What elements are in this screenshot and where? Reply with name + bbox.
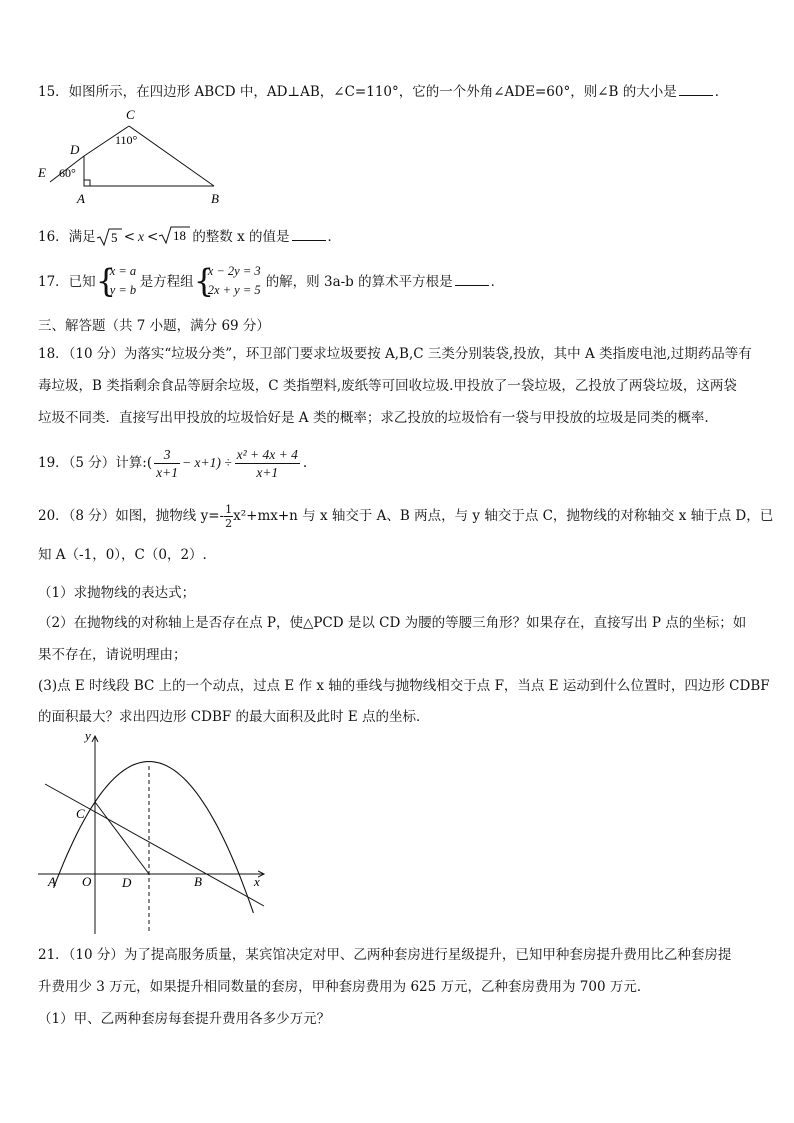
q20-line-2: 知 A（-1，0），C（0，2）.	[38, 547, 207, 563]
q15-label-D: D	[70, 142, 80, 157]
q20-part-1: （1）求抛物线的表达式；	[38, 585, 196, 601]
q21-line-1: 21．（10 分）为了提高服务质量，某宾馆决定对甲、乙两种套房进行星级提升，已知甲种套房提升费用比乙种套房提	[38, 947, 732, 963]
q15-label-B: B	[211, 191, 219, 206]
q20-part-2b: 果不存在，请说明理由；	[38, 647, 187, 663]
q17-brace-1-icon: {	[95, 261, 117, 300]
q15-answer-blank	[679, 83, 713, 96]
q20-label-x: x	[254, 874, 260, 889]
q20-part-3a: (3)点 E 时线段 BC 上的一个动点，过点 E 作 x 轴的垂线与抛物线相交于点 F，当点 E 运动到什么位置时，四边形 CDBF	[38, 678, 770, 694]
q15-label-C: C	[126, 107, 135, 122]
q20-part-2a: （2）在抛物线的对称轴上是否存在点 P，使△PCD 是以 CD 为腰的等腰三角形？如果存在，直接写出 P 点的坐标；如	[38, 615, 747, 631]
svg-text:18: 18	[173, 228, 187, 243]
svg-text:5: 5	[110, 230, 118, 245]
q19-text: 19．（5 分）计算:( $\frac{3}{x+1}$ − x+1) ÷ $\frac{\text{x² + 4x + 4}}{x+1}$ .	[38, 447, 308, 480]
q19-fraction-2: $\frac{\text{x² + 4x + 4}}{x+1}$	[236, 447, 298, 480]
q20-label-B: B	[194, 874, 202, 889]
q16-answer-blank	[292, 228, 326, 241]
q17-text: 17．已知 { x = a y = b 是方程组 { x − 2y = 3 2x + y = 5 的解，则 3a-b 的算术平方根是 ．	[38, 262, 504, 302]
q20-label-C: C	[76, 806, 85, 821]
q20-figure	[34, 728, 274, 938]
q20-line-1: 20．（8 分）如图，抛物线 y=- $\frac{1}{2}$ x²+mx+n 与 x 轴交于 A、B 两点，与 y 轴交于点 C，抛物线的对称轴交 x 轴于点 D，已	[38, 503, 774, 530]
q15-angle-D: 60°	[59, 166, 76, 180]
q16-sqrt5	[96, 227, 124, 248]
q20-parabola	[54, 762, 254, 913]
q16-radical-icon-2	[158, 225, 190, 245]
q18-line-2: 毒垃圾，B 类指剩余食品等厨余垃圾，C 类指塑料,废纸等可回收垃圾.甲投放了一袋垃圾，乙投放了两袋垃圾，这两袋	[38, 378, 737, 394]
q20-label-A: A	[48, 874, 56, 889]
q17-answer-blank	[455, 273, 489, 286]
q19-fraction-1: $\frac{3}{x+1}$	[156, 447, 178, 480]
q20-line-BC	[45, 784, 264, 906]
q15-angle-C: 110°	[115, 133, 138, 147]
q20-label-O: O	[82, 874, 92, 889]
q15-figure	[32, 104, 232, 208]
q20-fraction-half: $\frac{1}{2}$	[225, 503, 233, 530]
q17-system-1: { x = a y = b	[95, 261, 137, 300]
q21-line-2: 升费用少 3 万元，如果提升相同数量的套房，甲种套房费用为 625 万元，乙种套房费用为 700 万元．	[38, 979, 651, 995]
q20-label-D: D	[122, 875, 132, 890]
q16-sqrt18	[158, 225, 192, 246]
q17-system-2: { x − 2y = 3 2x + y = 5	[193, 261, 261, 300]
q16-radical-icon	[96, 227, 122, 247]
q15-line-CB	[129, 126, 214, 186]
q18-line-1: 18．（10 分）为落实“垃圾分类”，环卫部门要求垃圾要按 A,B,C 三类分别装袋,投放，其中 A 类指废电池,过期药品等有	[38, 346, 752, 362]
q16-text: 16．满足 5 < x < 18 的整数 x 的值是 ．	[38, 225, 341, 246]
q21-part-1: （1）甲、乙两种套房每套提升费用各多少万元？	[38, 1011, 331, 1027]
q15-text: 15．如图所示，在四边形 ABCD 中，AD⊥AB，∠C=110°，它的一个外角∠ADE=60°，则∠B 的大小是 ．	[38, 84, 729, 100]
q20-segment-CD	[95, 802, 149, 874]
section3-heading: 三、解答题（共 7 小题，满分 69 分）	[38, 318, 270, 334]
q15-right-angle-mark	[84, 180, 90, 186]
q15-label-E: E	[38, 165, 46, 180]
q20-label-y: y	[85, 728, 91, 743]
q20-part-3b: 的面积最大？求出四边形 CDBF 的最大面积及此时 E 点的坐标．	[38, 709, 430, 725]
q17-brace-2-icon: {	[193, 261, 215, 300]
q18-line-3: 垃圾不同类．直接写出甲投放的垃圾恰好是 A 类的概率；求乙投放的垃圾恰有一袋与甲投放的垃圾是同类的概率.	[38, 410, 709, 426]
q15-label-A: A	[77, 191, 85, 206]
